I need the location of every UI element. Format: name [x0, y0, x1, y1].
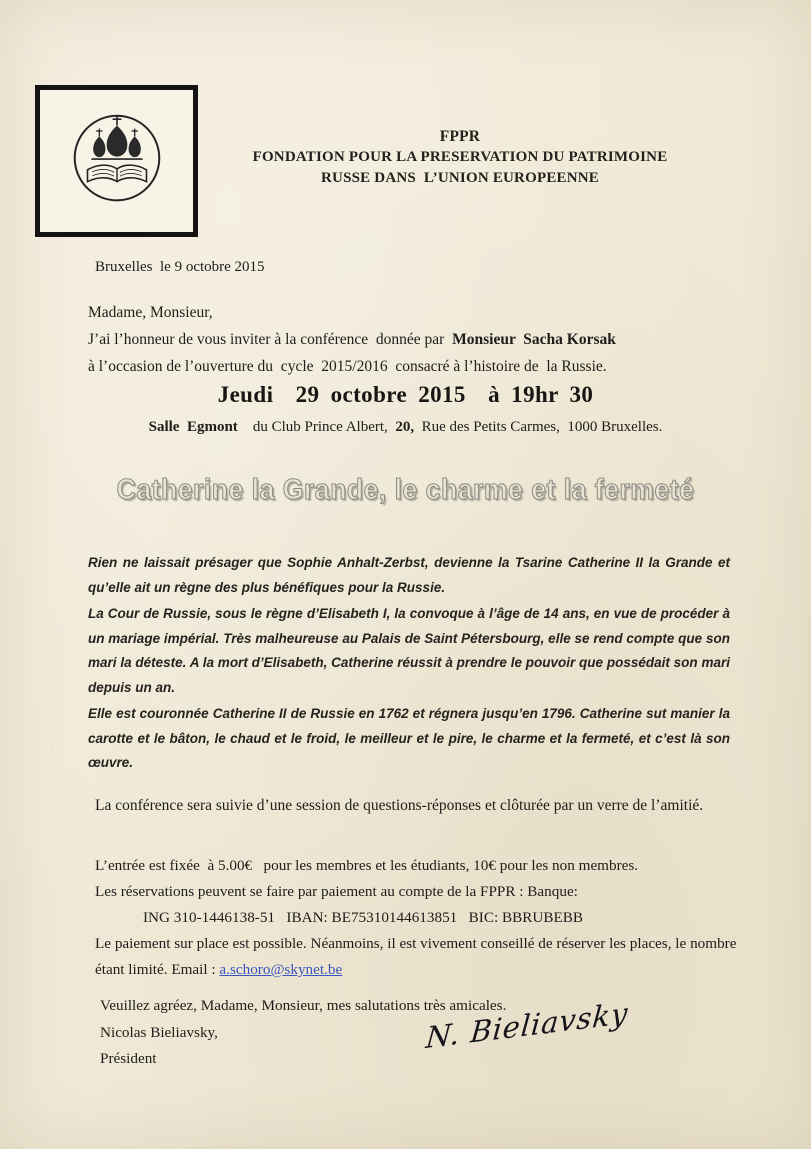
- venue-number: 20,: [387, 419, 415, 435]
- org-header: [150, 126, 770, 189]
- bank-details-line: ING 310-1446138-51 IBAN: BE75310144613851 BIC: BBRUBEBB: [143, 909, 584, 926]
- email-link[interactable]: a.schoro@skynet.be: [219, 961, 343, 978]
- venue-room: Salle Egmont: [148, 419, 238, 435]
- payment-note-line: [95, 931, 757, 983]
- org-acronym: FPPR: [439, 128, 481, 145]
- signatory-title: Président: [100, 1050, 157, 1067]
- speaker-name: Monsieur Sacha Korsak: [452, 331, 616, 348]
- lecture-title: Catherine la Grande, le charme et la fermeté: [116, 474, 695, 506]
- reservation-line: Les réservations peuvent se faire par paiement au compte de la FPPR : Banque:: [95, 883, 578, 900]
- signatory-name: Nicolas Bieliavsky,: [100, 1023, 218, 1041]
- org-name-line-1: FONDATION POUR LA PRESERVATION DU PATRIMOINE: [252, 149, 668, 165]
- salutation: Madame, Monsieur,: [88, 304, 213, 321]
- conference-note: La conférence sera suivie d’une session de questions-réponses et clôturée par un verre de l’amitié.: [95, 797, 704, 814]
- intro-text: J’ai l’honneur de vous inviter à la conférence donnée par: [88, 331, 453, 348]
- lecture-abstract: [88, 551, 730, 778]
- body-paragraph: Rien ne laissait présager que Sophie Anhalt-Zerbst, devienne la Tsarine Catherine II la Grande et qu’elle ait un règne des plus bénéfiques pour la Russie.: [88, 555, 730, 595]
- valediction: Veuillez agréez, Madame, Monsieur, mes salutations très amicales.: [100, 997, 507, 1014]
- payment-note-text: Le paiement sur place est possible. Néanmoins, il est vivement conseillé de réserver les places, le nombre étant limité. Email :: [95, 935, 737, 978]
- fees-block: [95, 853, 757, 983]
- venue-address: Rue des Petits Carmes, 1000 Bruxelles.: [414, 419, 663, 435]
- body-paragraph: Elle est couronnée Catherine II de Russie en 1762 et régnera jusqu’en 1796. Catherine sut manier la carotte et le bâton, le chaud et le froid, le meilleur et le pire, le charme et la fermeté, et c’est là son œuvre.: [88, 706, 730, 770]
- body-paragraph: La Cour de Russie, sous le règne d’Elisabeth I, la convoque à l’âge de 14 ans, en vue de procéder à un mariage impérial. Très malheureuse au Palais de Saint Pétersbourg, elle se rend compte que son mari la déteste. A la mort d’Elisabeth, Catherine réussit à prendre le pouvoir que possédait son mari depuis un an.: [88, 606, 730, 695]
- org-name-line-2: RUSSE DANS L’UNION EUROPEENNE: [321, 170, 599, 186]
- entry-fee-line: L’entrée est fixée à 5.00€ pour les membres et les étudiants, 10€ pour les non membres.: [95, 857, 639, 874]
- intro-line-1: [88, 331, 616, 349]
- intro-line-2: à l’occasion de l’ouverture du cycle 2015/2016 consacré à l’histoire de la Russie.: [88, 358, 607, 375]
- venue-club: du Club Prince Albert,: [237, 419, 388, 435]
- dateline: Bruxelles le 9 octobre 2015: [95, 259, 265, 275]
- handwritten-signature: N. Bieliavsky: [424, 995, 630, 1056]
- venue-line: [0, 419, 811, 436]
- event-datetime: Jeudi 29 octobre 2015 à 19hr 30: [217, 382, 594, 407]
